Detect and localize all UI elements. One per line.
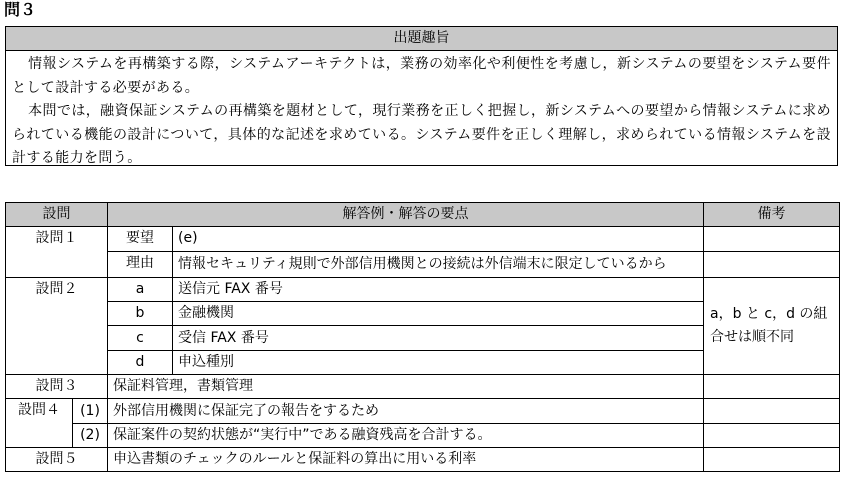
purpose-title: 出題趣旨 — [6, 27, 837, 51]
table-row — [6, 423, 840, 447]
q1-label: 設問１ — [6, 227, 108, 278]
q2-item-value: 受信 FAX 番号 — [173, 326, 704, 350]
header-question: 設問 — [6, 203, 108, 227]
table-row — [6, 227, 840, 251]
q5-label: 設問５ — [6, 447, 108, 471]
q2-item-value: 送信元 FAX 番号 — [173, 277, 704, 301]
q2-item-value: 金融機関 — [173, 302, 704, 326]
q1-request-label: 要望 — [108, 227, 173, 251]
table-row — [6, 251, 840, 277]
q1-remark-1 — [704, 227, 840, 251]
q2-item-key: b — [108, 302, 173, 326]
q4-label: 設問４ — [6, 399, 73, 448]
q2-item-key: a — [108, 277, 173, 301]
purpose-paragraph-1: 情報システムを再構築する際，システムアーキテクトは，業務の効率化や利便性を考慮し，新システムの要望をシステム要件として設計する必要がある。 — [12, 56, 831, 96]
purpose-body — [6, 51, 837, 171]
q2-label: 設問２ — [6, 277, 108, 374]
table-row — [6, 447, 840, 471]
table-row — [6, 375, 840, 399]
q4-item-value: 外部信用機関に保証完了の報告をするため — [108, 399, 704, 423]
table-row — [6, 399, 840, 423]
q2-item-key: c — [108, 326, 173, 350]
q1-remark-2 — [704, 251, 840, 277]
q4-item-value: 保証案件の契約状態が“実行中”である融資残高を合計する。 — [108, 423, 704, 447]
purpose-box — [5, 26, 838, 166]
q1-reason-label: 理由 — [108, 251, 173, 277]
q2-item-key: d — [108, 350, 173, 374]
q1-reason-value: 情報セキュリティ規則で外部信用機関との接続は外信端末に限定しているから — [173, 251, 704, 277]
q3-label: 設問３ — [6, 375, 108, 399]
purpose-paragraph-2: 本問では，融資保証システムの再構築を題材として，現行業務を正しく把握し，新システムへの要望から情報システムに求められている機能の設計について，具体的な記述を求めている。システム要件を正しく理解し，求められている情報システムを設計する能力を問う。 — [12, 103, 831, 166]
q3-value: 保証料管理，書類管理 — [108, 375, 704, 399]
q5-remark — [704, 447, 840, 471]
q1-request-value: (e) — [173, 227, 704, 251]
q2-item-value: 申込種別 — [173, 350, 704, 374]
answer-table — [5, 202, 840, 472]
q4-item-key: (2) — [73, 423, 108, 447]
q4-item-key: (1) — [73, 399, 108, 423]
question-heading: 問３ — [4, 0, 37, 19]
header-answer: 解答例・解答の要点 — [108, 203, 704, 227]
q5-value: 申込書類のチェックのルールと保証料の算出に用いる利率 — [108, 447, 704, 471]
q2-remark: a，b と c，d の組合せは順不同 — [704, 277, 840, 374]
header-remarks: 備考 — [704, 203, 840, 227]
q3-remark — [704, 375, 840, 399]
table-header-row — [6, 203, 840, 227]
q4-remark-2 — [704, 423, 840, 447]
table-row — [6, 277, 840, 301]
q4-remark-1 — [704, 399, 840, 423]
